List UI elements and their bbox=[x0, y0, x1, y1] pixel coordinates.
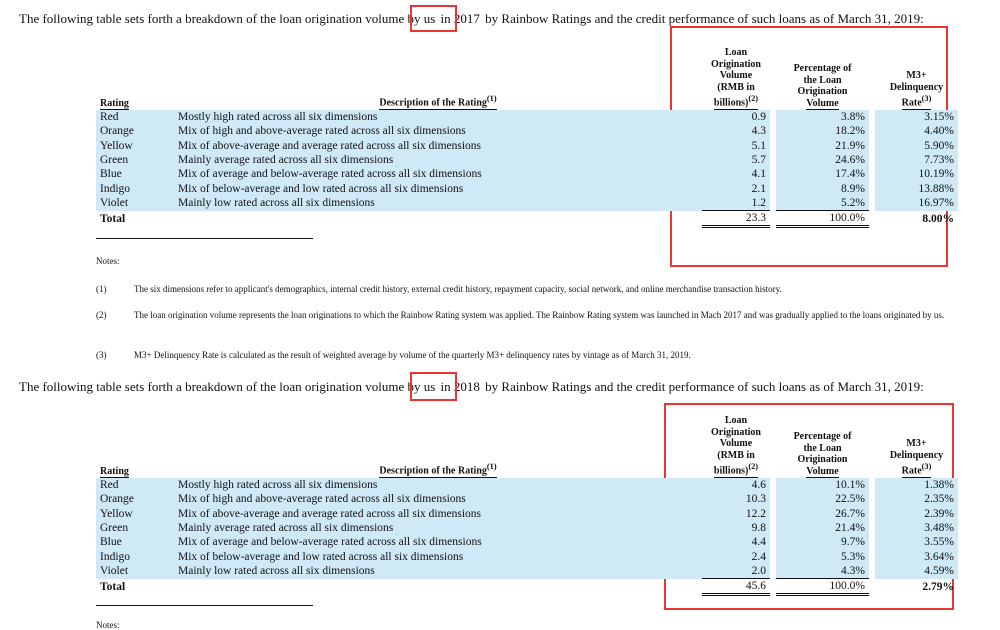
note-number: (1) bbox=[96, 284, 107, 294]
percentage-cell: 5.2% bbox=[776, 196, 869, 211]
note-number: (2) bbox=[96, 310, 107, 320]
delinquency-cell: 16.97% bbox=[875, 196, 958, 211]
table-row bbox=[96, 196, 958, 211]
delinquency-cell: 2.39% bbox=[875, 507, 958, 521]
table-row bbox=[96, 139, 958, 153]
description-cell: Mix of average and below-average rated across all six dimensions bbox=[174, 167, 702, 181]
intro-2017 bbox=[19, 11, 924, 27]
description-cell: Mostly high rated across all six dimensions bbox=[174, 478, 702, 492]
volume-cell: 4.6 bbox=[702, 478, 770, 492]
note-text: The six dimensions refer to applicant's demographics, internal credit history, external credit history, repayment capacity, social network, and online merchandise transaction history. bbox=[134, 284, 782, 294]
table-row bbox=[96, 507, 958, 521]
percentage-cell: 24.6% bbox=[776, 153, 869, 167]
rating-cell: Red bbox=[96, 478, 174, 492]
description-cell: Mix of high and above-average rated across all six dimensions bbox=[174, 124, 702, 138]
volume-cell: 9.8 bbox=[702, 521, 770, 535]
description-cell: Mix of high and above-average rated across all six dimensions bbox=[174, 492, 702, 506]
total-label: Total bbox=[100, 212, 126, 225]
total-row bbox=[96, 579, 958, 595]
header-description: Description of the Rating$^{(1)}$ bbox=[379, 94, 497, 109]
delinquency-cell: 2.35% bbox=[875, 492, 958, 506]
total-row bbox=[96, 211, 958, 227]
total-percentage: 100.0% bbox=[776, 211, 869, 227]
header-volume: Loan Origination Volume (RMB in billions)$^{(2)}$ bbox=[710, 47, 761, 109]
table-row bbox=[96, 478, 958, 492]
table-row bbox=[96, 181, 958, 195]
volume-cell: 2.0 bbox=[702, 564, 770, 579]
header-volume: Loan Origination Volume (RMB in billions)$^{(2)}$ bbox=[710, 415, 761, 477]
delinquency-cell: 3.48% bbox=[875, 521, 958, 535]
percentage-cell: 4.3% bbox=[776, 564, 869, 579]
table-row bbox=[96, 492, 958, 506]
year-highlight-box bbox=[410, 5, 457, 32]
percentage-cell: 18.2% bbox=[776, 124, 869, 138]
header-delinquency: M3+ Delinquency Rate$^{(3)}$ bbox=[889, 438, 944, 477]
notes-divider bbox=[96, 605, 313, 606]
header-description: Description of the Rating$^{(1)}$ bbox=[379, 462, 497, 477]
percentage-cell: 17.4% bbox=[776, 167, 869, 181]
rating-cell: Violet bbox=[96, 564, 174, 579]
total-percentage: 100.0% bbox=[776, 579, 869, 595]
intro-2018 bbox=[19, 379, 924, 395]
total-volume: 23.3 bbox=[702, 211, 770, 227]
volume-cell: 10.3 bbox=[702, 492, 770, 506]
description-cell: Mainly low rated across all six dimensions bbox=[174, 196, 702, 211]
percentage-cell: 21.9% bbox=[776, 139, 869, 153]
table-body-2017 bbox=[96, 110, 958, 227]
rating-cell: Orange bbox=[96, 492, 174, 506]
rating-cell: Blue bbox=[96, 167, 174, 181]
rating-table-2017 bbox=[96, 38, 958, 228]
table-row bbox=[96, 153, 958, 167]
note-number: (3) bbox=[96, 350, 107, 360]
volume-cell: 2.1 bbox=[702, 181, 770, 195]
intro-year: in 2017 bbox=[440, 11, 480, 26]
delinquency-cell: 13.88% bbox=[875, 181, 958, 195]
rating-cell: Green bbox=[96, 521, 174, 535]
description-cell: Mix of above-average and average rated across all six dimensions bbox=[174, 507, 702, 521]
description-cell: Mainly average rated across all six dimensions bbox=[174, 521, 702, 535]
notes-heading: Notes: bbox=[96, 620, 120, 630]
total-volume: 45.6 bbox=[702, 579, 770, 595]
delinquency-cell: 10.19% bbox=[875, 167, 958, 181]
header-rating: Rating bbox=[100, 97, 129, 109]
note-text: M3+ Delinquency Rate is calculated as the result of weighted average by volume of the quarterly M3+ delinquency rates by vintage as of March 31, 2019. bbox=[134, 350, 691, 360]
year-highlight-box bbox=[410, 372, 457, 401]
table-row bbox=[96, 167, 958, 181]
percentage-cell: 21.4% bbox=[776, 521, 869, 535]
rating-cell: Violet bbox=[96, 196, 174, 211]
rating-table-2018 bbox=[96, 406, 958, 596]
delinquency-cell: 3.15% bbox=[875, 110, 958, 124]
volume-cell: 2.4 bbox=[702, 549, 770, 563]
table-row bbox=[96, 110, 958, 124]
percentage-cell: 26.7% bbox=[776, 507, 869, 521]
delinquency-cell: 3.55% bbox=[875, 535, 958, 549]
header-delinquency: M3+ Delinquency Rate$^{(3)}$ bbox=[889, 70, 944, 109]
description-cell: Mainly average rated across all six dimensions bbox=[174, 153, 702, 167]
delinquency-cell: 7.73% bbox=[875, 153, 958, 167]
intro-year: in 2018 bbox=[440, 379, 480, 394]
volume-cell: 4.4 bbox=[702, 535, 770, 549]
table-row bbox=[96, 124, 958, 138]
description-cell: Mostly high rated across all six dimensions bbox=[174, 110, 702, 124]
volume-cell: 0.9 bbox=[702, 110, 770, 124]
description-cell: Mix of below-average and low rated across all six dimensions bbox=[174, 181, 702, 195]
delinquency-cell: 3.64% bbox=[875, 549, 958, 563]
intro-text: The following table sets forth a breakdown of the loan origination volume by us bbox=[19, 379, 439, 394]
table-row bbox=[96, 521, 958, 535]
percentage-cell: 9.7% bbox=[776, 535, 869, 549]
notes-heading: Notes: bbox=[96, 256, 120, 266]
intro-text: The following table sets forth a breakdown of the loan origination volume by us bbox=[19, 11, 439, 26]
description-cell: Mix of above-average and average rated across all six dimensions bbox=[174, 139, 702, 153]
percentage-cell: 5.3% bbox=[776, 549, 869, 563]
intro-text-end: by Rainbow Ratings and the credit performance of such loans as of March 31, 2019: bbox=[481, 11, 924, 26]
volume-cell: 4.1 bbox=[702, 167, 770, 181]
delinquency-cell: 5.90% bbox=[875, 139, 958, 153]
rating-cell: Indigo bbox=[96, 549, 174, 563]
volume-cell: 5.1 bbox=[702, 139, 770, 153]
total-delinquency: 2.79% bbox=[922, 580, 954, 593]
rating-cell: Yellow bbox=[96, 139, 174, 153]
volume-cell: 12.2 bbox=[702, 507, 770, 521]
rating-cell: Red bbox=[96, 110, 174, 124]
description-cell: Mix of average and below-average rated across all six dimensions bbox=[174, 535, 702, 549]
table-body-2018 bbox=[96, 478, 958, 595]
header-percentage: Percentage of the Loan Origination Volume bbox=[793, 431, 852, 477]
percentage-cell: 22.5% bbox=[776, 492, 869, 506]
delinquency-cell: 4.40% bbox=[875, 124, 958, 138]
percentage-cell: 3.8% bbox=[776, 110, 869, 124]
note-text: The loan origination volume represents the loan originations to which the Rainbow Rating system was applied. The Rainbow Rating system was launched in Mach 2017 and was gradually applied to the loans originated by us. bbox=[134, 310, 945, 320]
rating-cell: Yellow bbox=[96, 507, 174, 521]
delinquency-cell: 4.59% bbox=[875, 564, 958, 579]
rating-cell: Blue bbox=[96, 535, 174, 549]
percentage-cell: 10.1% bbox=[776, 478, 869, 492]
table-row bbox=[96, 564, 958, 579]
rating-cell: Orange bbox=[96, 124, 174, 138]
percentage-cell: 8.9% bbox=[776, 181, 869, 195]
description-cell: Mainly low rated across all six dimensions bbox=[174, 564, 702, 579]
notes-divider bbox=[96, 238, 313, 239]
volume-cell: 4.3 bbox=[702, 124, 770, 138]
rating-cell: Green bbox=[96, 153, 174, 167]
total-delinquency: 8.00% bbox=[922, 212, 954, 225]
header-rating: Rating bbox=[100, 465, 129, 477]
volume-cell: 1.2 bbox=[702, 196, 770, 211]
total-label: Total bbox=[100, 580, 126, 593]
intro-text-end: by Rainbow Ratings and the credit performance of such loans as of March 31, 2019: bbox=[481, 379, 924, 394]
table-row bbox=[96, 549, 958, 563]
header-percentage: Percentage of the Loan Origination Volume bbox=[793, 63, 852, 109]
volume-cell: 5.7 bbox=[702, 153, 770, 167]
rating-cell: Indigo bbox=[96, 181, 174, 195]
table-row bbox=[96, 535, 958, 549]
description-cell: Mix of below-average and low rated across all six dimensions bbox=[174, 549, 702, 563]
delinquency-cell: 1.38% bbox=[875, 478, 958, 492]
